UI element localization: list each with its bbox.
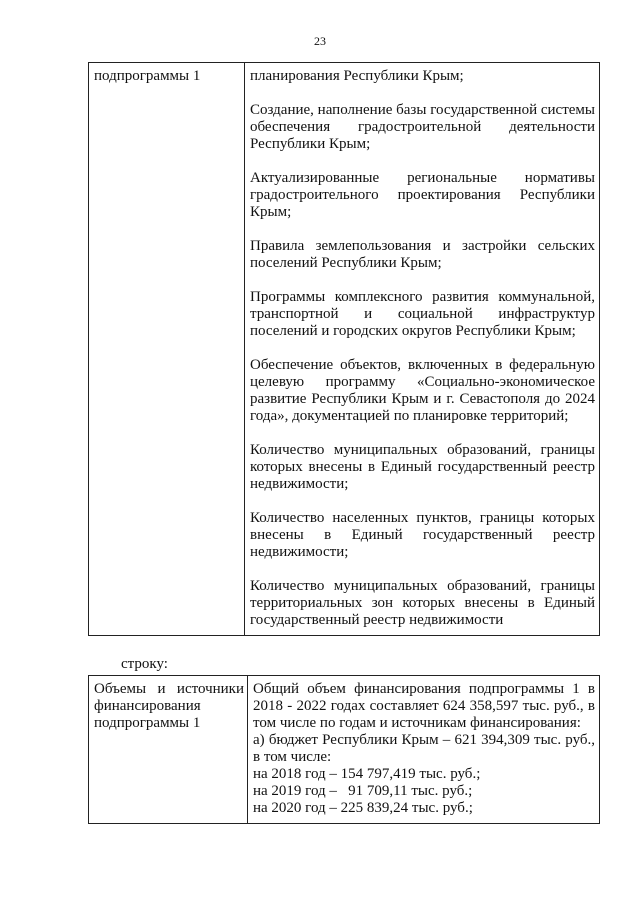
table-left-cell: подпрограммы 1 — [89, 63, 245, 636]
financing-intro: Общий объем финансирования подпрограммы 1 в 2018 - 2022 годах составляет 624 358,597 тыс. руб., в том числе по годам и источникам финансирования: — [253, 681, 595, 731]
indicator-paragraph: Количество муниципальных образований, границы территориальных зон которых внесены в Единый государственный реестр недвижимости — [250, 578, 595, 628]
indicator-paragraph: Программы комплексного развития коммунальной, транспортной и социальной инфраструктур поселений и городских округов Республики Крым; — [250, 289, 595, 339]
indicator-paragraph: Количество муниципальных образований, границы которых внесены в Единый государственный реестр недвижимости; — [250, 442, 595, 492]
year-line: на 2018 год – 154 797,419 тыс. руб.; — [253, 766, 481, 782]
year-line: на 2020 год – 225 839,24 тыс. руб.; — [253, 800, 473, 816]
page-number: 23 — [314, 34, 326, 48]
table-right-cell — [245, 63, 600, 636]
financing-right-cell — [248, 676, 600, 824]
indicator-paragraph: планирования Республики Крым; — [250, 68, 464, 84]
indicator-paragraph: Обеспечение объектов, включенных в федеральную целевую программу «Социально-экономическое развитие Республики Крым и г. Севастополя до 2024 года», документацией по планировке территорий; — [250, 357, 595, 424]
budget-line: а) бюджет Республики Крым – 621 394,309 тыс. руб., в том числе: — [253, 732, 595, 765]
indicators-table — [88, 62, 600, 636]
stroke-label: строку: — [121, 656, 168, 672]
financing-left-cell: Объемы и источники финансирования подпрограммы 1 — [89, 676, 248, 824]
indicator-paragraph: Актуализированные региональные нормативы градостроительного проектирования Республики Крым; — [250, 170, 595, 220]
indicator-paragraph: Правила землепользования и застройки сельских поселений Республики Крым; — [250, 238, 595, 271]
table-row — [89, 63, 600, 636]
year-line: на 2019 год – 91 709,11 тыс. руб.; — [253, 783, 473, 799]
table-row — [89, 676, 600, 824]
financing-table — [88, 675, 600, 824]
indicator-paragraph: Количество населенных пунктов, границы которых внесены в Единый государственный реестр недвижимости; — [250, 510, 595, 560]
indicator-paragraph: Создание, наполнение базы государственной системы обеспечения градостроительной деятельности Республики Крым; — [250, 102, 595, 152]
